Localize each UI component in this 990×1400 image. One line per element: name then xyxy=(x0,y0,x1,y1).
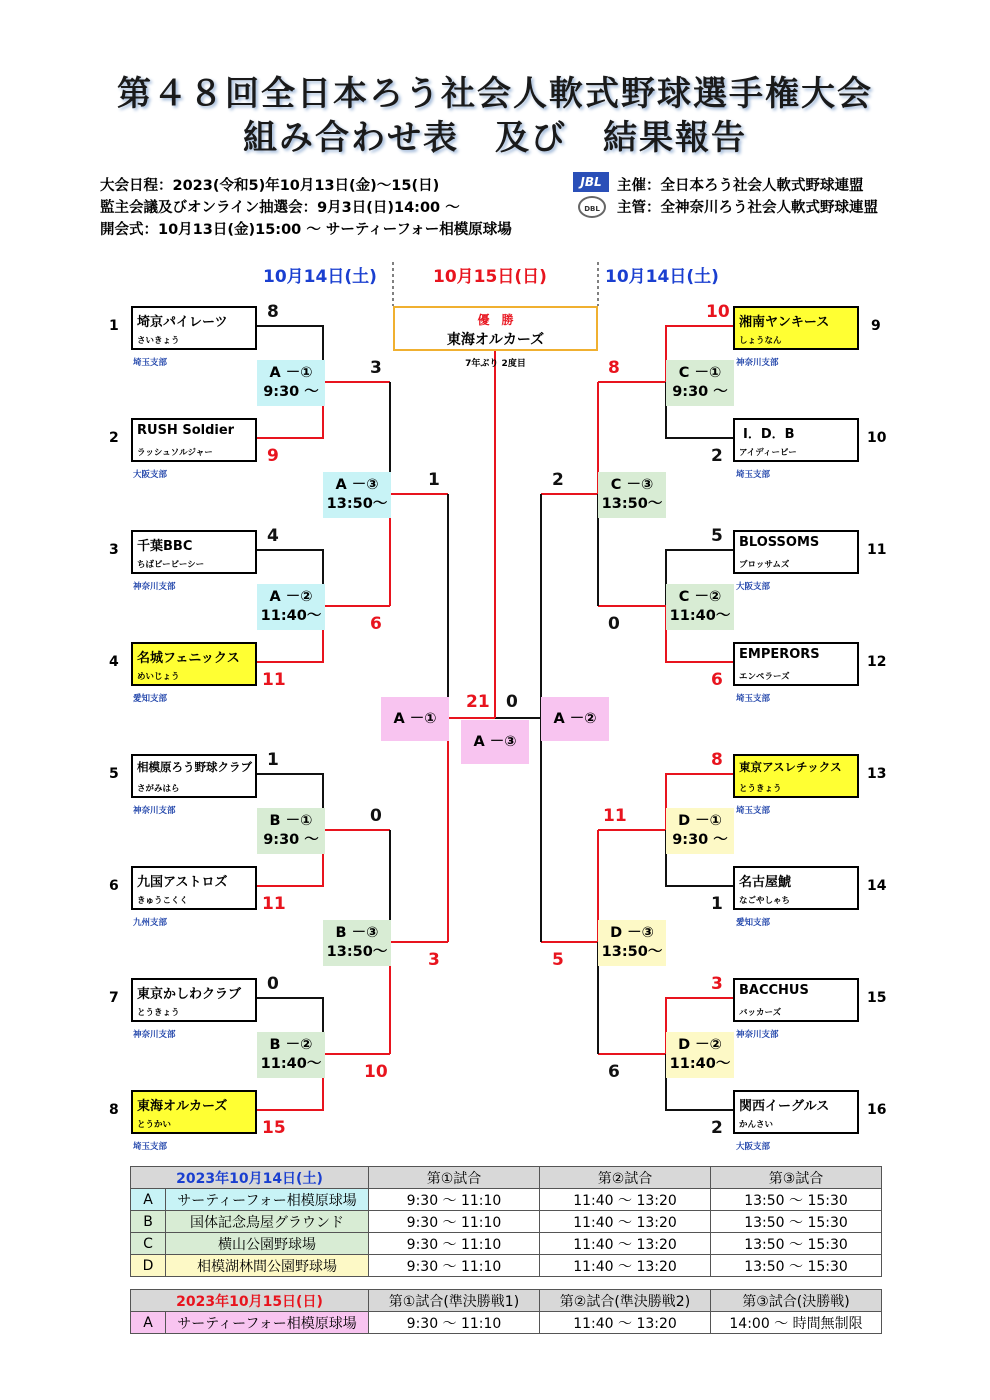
team-kana: バッカーズ xyxy=(739,1008,782,1018)
score: 10 xyxy=(364,1062,388,1082)
game-time: 11:40～ xyxy=(260,608,322,624)
score: 3 xyxy=(370,358,382,378)
team-name: 埼京パイレーツ xyxy=(137,315,228,330)
venue-name: サーティーフォー相模原球場 xyxy=(166,1312,369,1334)
venue-name: 国体記念鳥屋グラウンド xyxy=(166,1211,369,1233)
seed-7: 7 xyxy=(109,990,119,1006)
seed-5: 5 xyxy=(109,766,119,782)
game-box-d1 xyxy=(666,808,734,854)
score: 4 xyxy=(267,526,279,546)
team-kana: とうきょう xyxy=(137,1008,180,1018)
tournament-schedule: 大会日程：2023(令和5)年10月13日(金)～15(日) xyxy=(100,178,440,194)
game-code: A －② xyxy=(269,589,313,605)
table-row xyxy=(131,1233,882,1255)
team-kana: とうきょう xyxy=(739,784,782,794)
seed-1: 1 xyxy=(109,318,119,334)
score: 10 xyxy=(706,302,730,322)
game-time: 9:30 ～ xyxy=(263,384,319,400)
seed-12: 12 xyxy=(867,654,887,670)
champion-note: 7年ぶり 2度目 xyxy=(465,359,526,369)
time-slot: 13:50 ～ 15:30 xyxy=(711,1189,882,1211)
team-9 xyxy=(733,306,859,350)
venue-code: A xyxy=(131,1189,166,1211)
team-branch: 埼玉支部 xyxy=(736,470,771,480)
time-slot: 9:30 ～ 11:10 xyxy=(369,1233,540,1255)
team-name: 東京かしわクラブ xyxy=(137,987,242,1002)
score: 8 xyxy=(711,750,723,770)
game-box-b2 xyxy=(257,1032,325,1078)
time-slot: 11:40 ～ 13:20 xyxy=(540,1233,711,1255)
game-time: 11:40～ xyxy=(669,608,731,624)
team-name: BLOSSOMS xyxy=(739,535,820,550)
game-box-b1 xyxy=(257,808,325,854)
column-header: 第①試合 xyxy=(369,1167,540,1189)
team-4 xyxy=(131,642,257,686)
time-slot: 13:50 ～ 15:30 xyxy=(711,1233,882,1255)
team-6 xyxy=(131,866,257,910)
team-branch: 神奈川支部 xyxy=(736,1030,779,1040)
venue-code: B xyxy=(131,1211,166,1233)
game-code: D －② xyxy=(678,1037,722,1053)
team-kana: めいじょう xyxy=(137,672,180,682)
team-kana: ラッシュソルジャー xyxy=(137,448,213,458)
score: 8 xyxy=(608,358,620,378)
score: 6 xyxy=(608,1062,620,1082)
score: 0 xyxy=(608,614,620,634)
game-box-a3 xyxy=(323,472,391,518)
game-time: 13:50～ xyxy=(326,944,388,960)
seed-9: 9 xyxy=(871,318,881,334)
score: 1 xyxy=(428,470,440,490)
score: 2 xyxy=(711,1118,723,1138)
date-center: 10月15日(日) xyxy=(433,267,547,287)
game-code: D －③ xyxy=(610,925,654,941)
team-kana: さいきょう xyxy=(137,336,180,346)
seed-13: 13 xyxy=(867,766,887,782)
game-box-d3 xyxy=(598,920,666,966)
team-name: 相模原ろう野球クラブ xyxy=(137,760,252,774)
team-14 xyxy=(733,866,859,910)
table-row xyxy=(131,1312,882,1334)
game-code: B －③ xyxy=(335,925,379,941)
time-slot: 9:30 ～ 11:10 xyxy=(369,1312,540,1334)
table-date: 2023年10月14日(土) xyxy=(131,1167,369,1189)
venue-name: サーティーフォー相模原球場 xyxy=(166,1189,369,1211)
team-name: 関西イーグルス xyxy=(739,1099,830,1114)
schedule-table-day1 xyxy=(130,1166,882,1277)
score: 9 xyxy=(267,446,279,466)
team-16 xyxy=(733,1090,859,1134)
game-box-c1 xyxy=(666,360,734,406)
venue-code: C xyxy=(131,1233,166,1255)
team-branch: 愛知支部 xyxy=(133,694,168,704)
seed-14: 14 xyxy=(867,878,887,894)
game-time: 11:40～ xyxy=(260,1056,322,1072)
team-branch: 神奈川支部 xyxy=(133,582,176,592)
team-name: 東海オルカーズ xyxy=(137,1099,228,1114)
table-date: 2023年10月15日(日) xyxy=(131,1290,369,1312)
game-time: 9:30 ～ xyxy=(672,832,728,848)
team-kana: アイディービー xyxy=(739,448,797,458)
score: 0 xyxy=(267,974,279,994)
champion-team: 東海オルカーズ xyxy=(446,332,545,348)
team-name: 湘南ヤンキース xyxy=(739,315,830,330)
date-left: 10月14日(土) xyxy=(263,267,377,287)
game-code: A －③ xyxy=(335,477,379,493)
venue-name: 相模湖林間公園野球場 xyxy=(166,1255,369,1277)
team-13 xyxy=(733,754,859,798)
team-branch: 神奈川支部 xyxy=(133,1030,176,1040)
game-code: C －③ xyxy=(610,477,654,493)
score: 1 xyxy=(267,750,279,770)
manager: 主管：全神奈川ろう社会人軟式野球連盟 xyxy=(617,200,878,216)
team-name: EMPERORS xyxy=(739,647,820,662)
time-slot: 9:30 ～ 11:10 xyxy=(369,1189,540,1211)
score: 2 xyxy=(711,446,723,466)
game-time: 9:30 ～ xyxy=(672,384,728,400)
column-header: 第③試合(決勝戦) xyxy=(711,1290,882,1312)
time-slot: 11:40 ～ 13:20 xyxy=(540,1189,711,1211)
score: 2 xyxy=(552,470,564,490)
score: 0 xyxy=(370,806,382,826)
team-name: 九国アストロズ xyxy=(137,875,228,890)
time-slot: 9:30 ～ 11:10 xyxy=(369,1211,540,1233)
champion-label: 優 勝 xyxy=(477,313,514,327)
table-row xyxy=(131,1189,882,1211)
score: 11 xyxy=(262,894,286,914)
seed-11: 11 xyxy=(867,542,887,558)
page-title: 第４８回全日本ろう社会人軟式野球選手権大会 xyxy=(117,74,873,114)
team-1 xyxy=(131,306,257,350)
game-box-sf1: A －① xyxy=(381,697,449,741)
team-kana: ちばビービーシー xyxy=(137,560,205,570)
champion-box xyxy=(393,306,598,351)
game-box-a2 xyxy=(257,584,325,630)
time-slot: 13:50 ～ 15:30 xyxy=(711,1255,882,1277)
column-header: 第③試合 xyxy=(711,1167,882,1189)
team-branch: 埼玉支部 xyxy=(133,1142,168,1152)
column-header: 第②試合(準決勝戦2) xyxy=(540,1290,711,1312)
score: 11 xyxy=(262,670,286,690)
team-branch: 大阪支部 xyxy=(736,1142,771,1152)
seed-6: 6 xyxy=(109,878,119,894)
team-name: 名城フェニックス xyxy=(137,651,240,666)
column-header: 第①試合(準決勝戦1) xyxy=(369,1290,540,1312)
game-code: D －① xyxy=(678,813,722,829)
time-slot: 14:00 ～ 時間無制限 xyxy=(711,1312,882,1334)
team-branch: 九州支部 xyxy=(133,918,168,928)
team-kana: しょうなん xyxy=(739,336,782,346)
time-slot: 9:30 ～ 11:10 xyxy=(369,1255,540,1277)
jbl-logo: JBL xyxy=(573,172,609,192)
team-branch: 神奈川支部 xyxy=(133,806,176,816)
game-code: B －② xyxy=(269,1037,313,1053)
time-slot: 11:40 ～ 13:20 xyxy=(540,1211,711,1233)
organizer: 主催：全日本ろう社会人軟式野球連盟 xyxy=(617,178,864,194)
meeting-info: 監主会議及びオンライン抽選会：9月3日(日)14:00 ～ xyxy=(100,200,460,216)
venue-name: 横山公園野球場 xyxy=(166,1233,369,1255)
team-5 xyxy=(131,754,257,798)
seed-10: 10 xyxy=(867,430,887,446)
game-box-c3 xyxy=(598,472,666,518)
game-time: 11:40～ xyxy=(669,1056,731,1072)
score: 11 xyxy=(603,806,627,826)
team-kana: きゅうこくく xyxy=(137,896,189,906)
score: 6 xyxy=(370,614,382,634)
team-kana: かんさい xyxy=(739,1120,774,1130)
score: 6 xyxy=(711,670,723,690)
team-branch: 埼玉支部 xyxy=(736,694,771,704)
schedule-table-day2 xyxy=(130,1289,882,1334)
game-box-a1 xyxy=(257,360,325,406)
team-name: 千葉BBC xyxy=(137,539,193,554)
team-name: 名古屋鯱 xyxy=(739,875,792,890)
game-code: C －① xyxy=(678,365,722,381)
seed-16: 16 xyxy=(867,1102,887,1118)
date-right: 10月14日(土) xyxy=(605,267,719,287)
seed-15: 15 xyxy=(867,990,887,1006)
team-branch: 大阪支部 xyxy=(133,470,168,480)
time-slot: 13:50 ～ 15:30 xyxy=(711,1211,882,1233)
team-kana: なごやしゃち xyxy=(739,896,791,906)
game-box-final: A －③ xyxy=(461,720,529,764)
game-code: B －① xyxy=(269,813,313,829)
team-15 xyxy=(733,978,859,1022)
opening-info: 開会式：10月13日(金)15:00 ～ サーティーフォー相模原球場 xyxy=(100,222,512,238)
team-branch: 埼玉支部 xyxy=(133,358,168,368)
team-name: RUSH Soldier xyxy=(137,423,235,438)
team-kana: とうかい xyxy=(137,1120,172,1130)
team-8 xyxy=(131,1090,257,1134)
dbl-logo: DBL xyxy=(578,196,606,218)
venue-code: D xyxy=(131,1255,166,1277)
game-time: 9:30 ～ xyxy=(263,832,319,848)
team-10 xyxy=(733,418,859,462)
team-branch: 愛知支部 xyxy=(736,918,771,928)
team-2 xyxy=(131,418,257,462)
game-box-sf2: A －② xyxy=(541,697,609,741)
time-slot: 11:40 ～ 13:20 xyxy=(540,1312,711,1334)
game-code: A －① xyxy=(269,365,313,381)
game-time: 13:50～ xyxy=(601,496,663,512)
team-12 xyxy=(733,642,859,686)
score: 0 xyxy=(506,692,518,712)
team-kana: エンペラーズ xyxy=(739,672,790,682)
score: 1 xyxy=(711,894,723,914)
table-row xyxy=(131,1211,882,1233)
score: 5 xyxy=(711,526,723,546)
game-time: 13:50～ xyxy=(326,496,388,512)
page-subtitle: 組み合わせ表 及び 結果報告 xyxy=(243,118,747,158)
score: 8 xyxy=(267,302,279,322)
column-header: 第②試合 xyxy=(540,1167,711,1189)
time-slot: 11:40 ～ 13:20 xyxy=(540,1255,711,1277)
seed-4: 4 xyxy=(109,654,119,670)
table-row xyxy=(131,1255,882,1277)
team-branch: 神奈川支部 xyxy=(736,358,779,368)
score: 3 xyxy=(428,950,440,970)
game-box-d2 xyxy=(666,1032,734,1078)
team-branch: 埼玉支部 xyxy=(736,806,771,816)
game-time: 13:50～ xyxy=(601,944,663,960)
team-name: 東京アスレチックス xyxy=(739,760,842,774)
game-box-b3 xyxy=(323,920,391,966)
seed-3: 3 xyxy=(109,542,119,558)
team-kana: さがみはら xyxy=(137,784,180,794)
team-7 xyxy=(131,978,257,1022)
game-code: C －② xyxy=(678,589,722,605)
team-name: I．D．B xyxy=(743,427,795,442)
team-branch: 大阪支部 xyxy=(736,582,771,592)
score: 3 xyxy=(711,974,723,994)
team-3 xyxy=(131,530,257,574)
team-kana: ブロッサムズ xyxy=(739,560,790,570)
score: 15 xyxy=(262,1118,286,1138)
seed-8: 8 xyxy=(109,1102,119,1118)
score: 21 xyxy=(466,692,490,712)
venue-code: A xyxy=(131,1312,166,1334)
team-11 xyxy=(733,530,859,574)
score: 5 xyxy=(552,950,564,970)
game-box-c2 xyxy=(666,584,734,630)
team-name: BACCHUS xyxy=(739,983,809,998)
seed-2: 2 xyxy=(109,430,119,446)
